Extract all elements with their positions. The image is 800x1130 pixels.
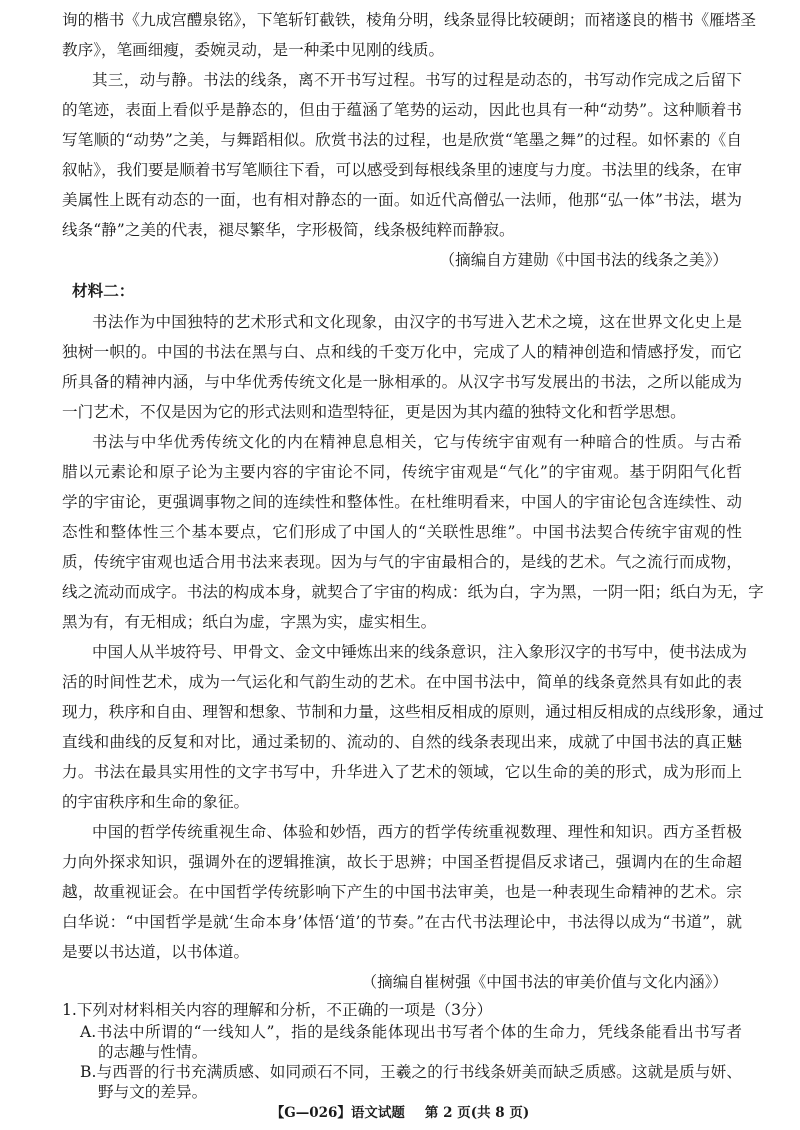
option-b: B.与西晋的行书充满质感、如同顽石不同，王羲之的行书线条妍美而缺乏质感。这就是质与妍、 [80, 1063, 742, 1081]
question-stem: 1.下列对材料相关内容的理解和分析，不正确的一项是（3分） [62, 1001, 493, 1019]
text-line: 越，故重视证会。在中国哲学传统影响下产生的中国书法审美，也是一种表现生命精神的艺术。宗 [62, 883, 742, 901]
text-line: 质，传统宇宙观也适合用书法来表现。因为与气的宇宙最相合的，是线的艺术。气之流行而成物， [62, 553, 742, 571]
text-line: 叙帖》，我们要是顺着书写笔顺往下看，可以感受到每根线条里的速度与力度。书法里的线条，在审 [62, 161, 742, 179]
text-line: 是要以书达道，以书体道。 [62, 943, 250, 961]
text-line: 其三，动与静。书法的线条，离不开书写过程。书写的过程是动态的，书写动作完成之后留下 [92, 71, 742, 89]
page-footer [0, 1101, 800, 1121]
option-a: A.书法中所谓的“一线知人”，指的是线条能体现出书写者个体的生命力，凭线条能看出书写者 [80, 1023, 742, 1041]
option-a-continued: 的志趣与性情。 [98, 1043, 208, 1061]
text-line: 独树一帜的。中国的书法在黑与白、点和线的千变万化中，完成了人的精神创造和情感抒发，而它 [62, 343, 742, 361]
text-line: 学的宇宙论，更强调事物之间的连续性和整体性。在杜维明看来，中国人的宇宙论包含连续性、动 [62, 493, 742, 511]
text-line: 力。书法在最具实用性的文字书写中，升华进入了艺术的领域，它以生命的美的形式，成为形而上 [62, 763, 742, 781]
text-line: 中国的哲学传统重视生命、体验和妙悟，西方的哲学传统重视数理、理性和知识。西方圣哲极 [92, 823, 742, 841]
text-line: 活的时间性艺术，成为一气运化和气韵生动的艺术。在中国书法中，简单的线条竟然具有如此的表 [62, 673, 742, 691]
section-heading: 材料二： [72, 281, 135, 300]
text-line: 教序》，笔画细瘦，委婉灵动，是一种柔中见刚的线质。 [62, 41, 445, 59]
page-number: 第 2 页(共 8 页) [424, 1105, 530, 1121]
text-line: 所具备的精神内涵，与中华优秀传统文化是一脉相承的。从汉字书写发展出的书法，之所以能成为 [62, 373, 742, 391]
text-line: 线条“静”之美的代表，褪尽繁华，字形极简，线条极纯粹而静寂。 [62, 221, 515, 239]
text-line: 询的楷书《九成宫醴泉铭》，下笔斩钉截铁，棱角分明，线条显得比较硬朗；而褚遂良的楷书《雁塔圣 [62, 11, 756, 29]
text-line: 中国人从半坡符号、甲骨文、金文中锤炼出来的线条意识，注入象形汉字的书写中，使书法成为 [92, 643, 747, 661]
source-citation: （摘编自崔树强《中国书法的审美价值与文化内涵》） [361, 973, 728, 991]
text-line: 线之流动而成字。书法的构成本身，就契合了宇宙的构成：纸为白，字为黑，一阴一阳；纸白为无，字 [62, 583, 764, 601]
option-b-continued: 野与文的差异。 [98, 1083, 208, 1101]
text-line: 力向外探求知识，强调外在的逻辑推演，故长于思辨；中国圣哲提倡反求诸己，强调内在的生命超 [62, 853, 742, 871]
text-line: 白华说：“中国哲学是就‘生命本身’体悟‘道’的节奏。”在古代书法理论中，书法得以成为“书道”，就 [62, 913, 742, 931]
text-line: 书法与中华优秀传统文化的内在精神息息相关，它与传统宇宙观有一种暗合的性质。与古希 [92, 433, 742, 451]
text-line: 直线和曲线的反复和对比，通过柔韧的、流动的、自然的线条表现出来，成就了中国书法的真正魅 [62, 733, 742, 751]
text-line: 的宇宙秩序和生命的象征。 [62, 793, 250, 811]
text-line: 现力，秩序和自由、理智和想象、节制和力量，这些相反相成的原则，通过相反相成的点线形象，通过 [62, 703, 764, 721]
text-line: 态性和整体性三个基本要点，它们形成了中国人的“关联性思维”。中国书法契合传统宇宙观的性 [62, 523, 742, 541]
text-line: 一门艺术，不仅是因为它的形式法则和造型特征，更是因为其内蕴的独特文化和哲学思想。 [62, 403, 686, 421]
source-citation: （摘编自方建勋《中国书法的线条之美》） [439, 251, 728, 269]
text-line: 腊以元素论和原子论为主要内容的宇宙论不同，传统宇宙观是“气化”的宇宙观。基于阴阳气化哲 [62, 463, 742, 481]
text-line: 的笔迹，表面上看似乎是静态的，但由于蕴涵了笔势的运动，因此也具有一种“动势”。这种顺着书 [62, 101, 742, 119]
text-line: 写笔顺的“动势”之美，与舞蹈相似。欣赏书法的过程，也是欣赏“笔墨之舞”的过程。如怀素的《自 [62, 131, 742, 149]
text-line: 美属性上既有动态的一面，也有相对静态的一面。如近代高僧弘一法师，他那“弘一体”书法，堪为 [62, 191, 742, 209]
exam-code: 【G—026】语文试题 [270, 1105, 405, 1121]
text-line: 书法作为中国独特的艺术形式和文化现象，由汉字的书写进入艺术之境，这在世界文化史上是 [92, 313, 742, 331]
text-line: 黑为有，有无相成；纸白为虚，字黑为实，虚实相生。 [62, 613, 437, 631]
